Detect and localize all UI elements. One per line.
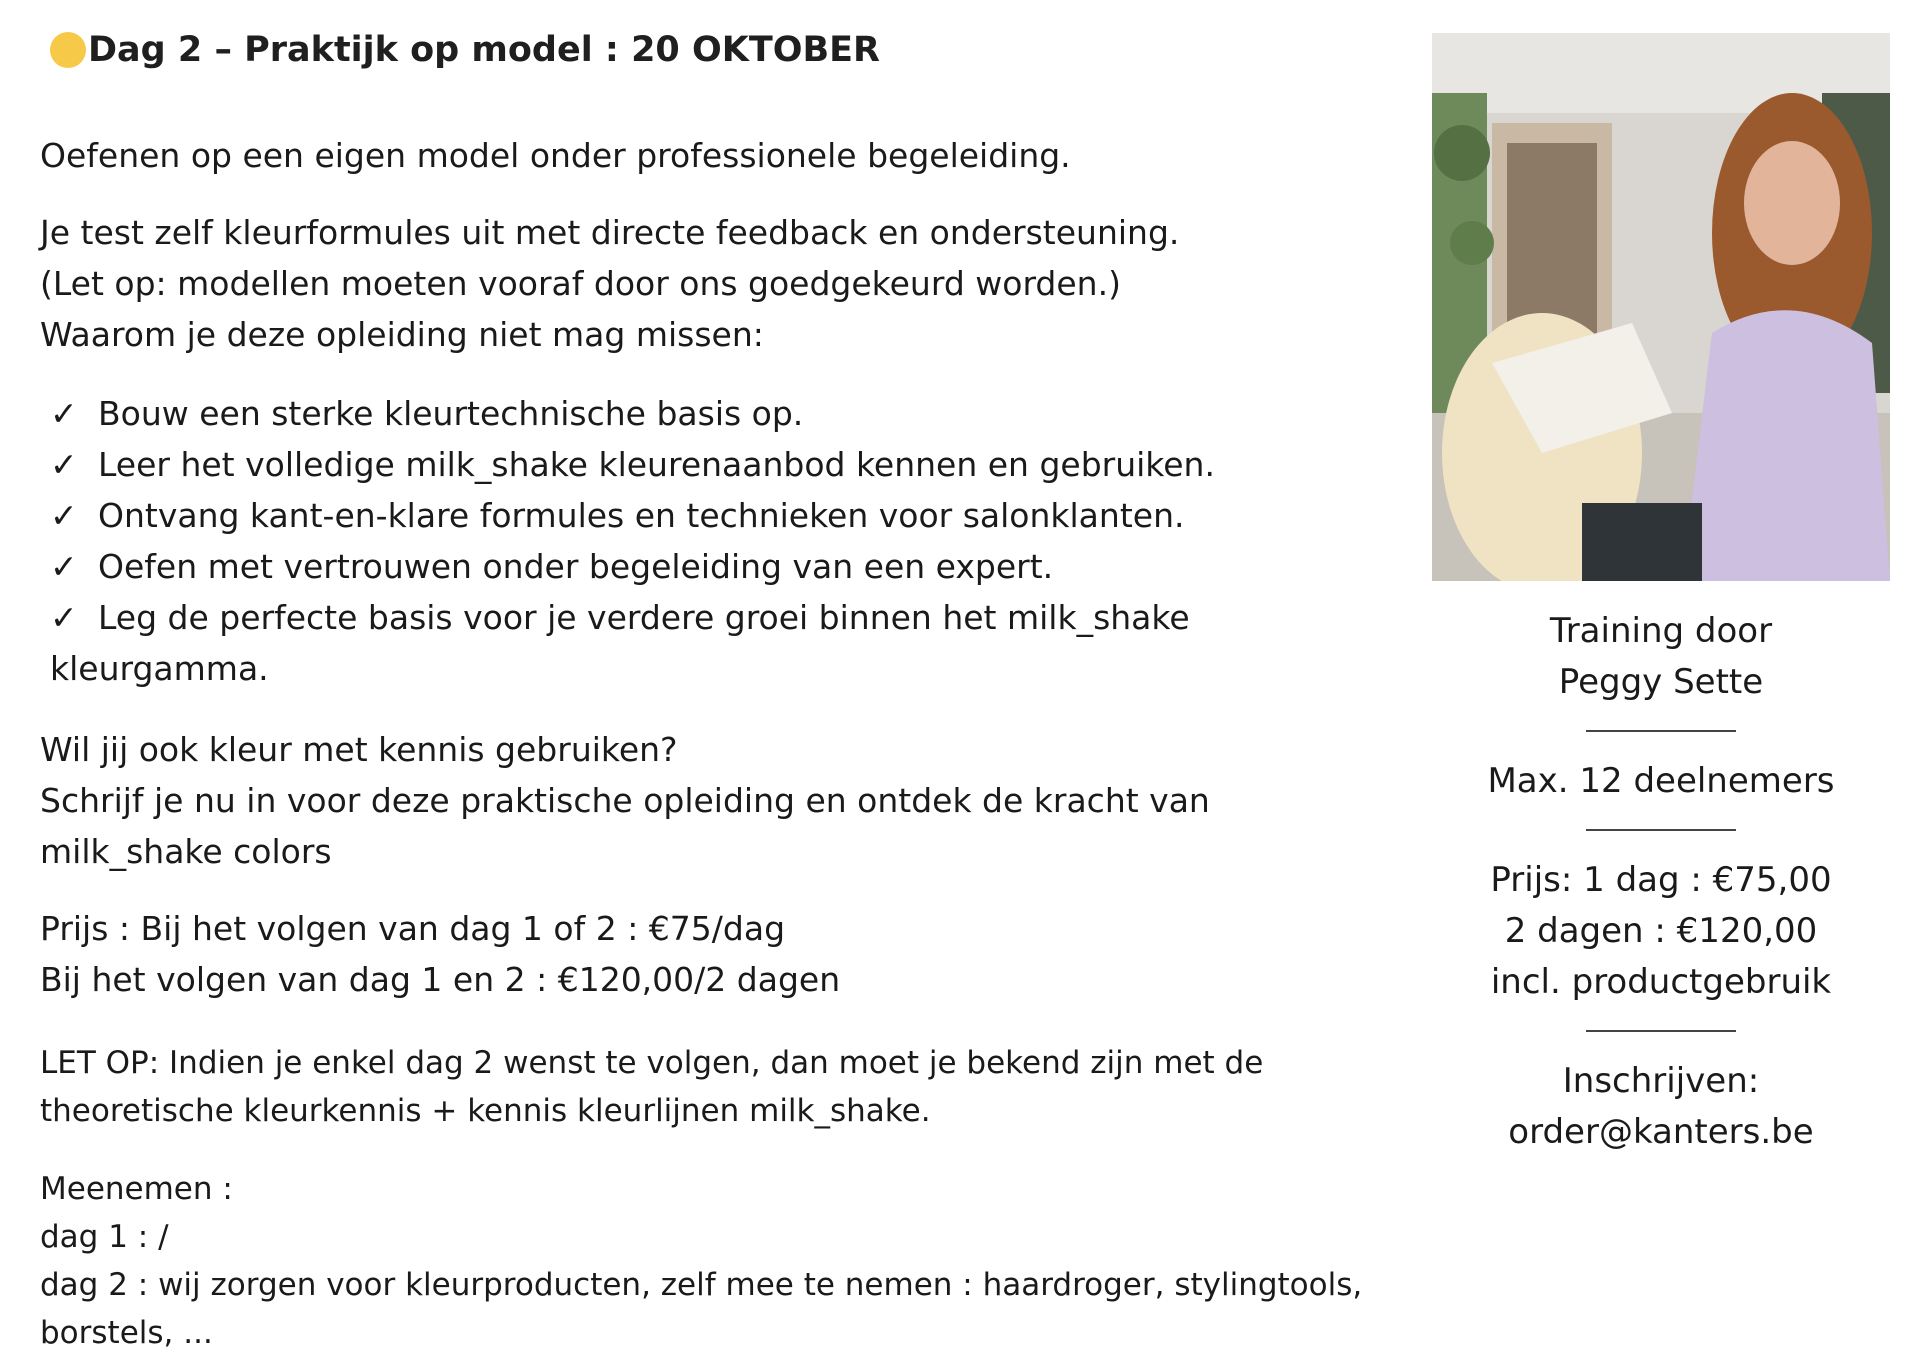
bring-title: Meenemen :	[40, 1171, 233, 1207]
bring-day-2: dag 2 : wij zorgen voor kleurproducten, zelf mee te nemen : haardroger, stylingtools, borstels, ...	[40, 1267, 1363, 1351]
pricing-block	[40, 903, 1400, 1005]
salon-photo-illustration	[1432, 33, 1890, 581]
bring-day-1: dag 1 : /	[40, 1219, 169, 1255]
list-item: ✓ Ontvang kant-en-klare formules en technieken voor salonklanten.	[40, 490, 1400, 541]
list-item: ✓ Leg de perfecte basis voor je verdere groei binnen het milk_shake kleurgamma.	[40, 592, 1400, 694]
signup-label: Inschrijven:	[1562, 1061, 1760, 1101]
notice-text: LET OP: Indien je enkel dag 2 wenst te volgen, dan moet je bekend zijn met de theoretische kleurkennis + kennis kleurlijnen milk_shake.	[40, 1045, 1264, 1129]
sidebar-price-1: Prijs: 1 dag : €75,00	[1490, 860, 1832, 900]
details-block	[40, 207, 1400, 360]
check-mark-icon: ✓	[50, 547, 78, 586]
benefits-list	[40, 388, 1400, 694]
yellow-circle-icon	[50, 32, 86, 68]
main-content	[40, 130, 1400, 1357]
divider	[1586, 730, 1736, 732]
intro-text: Oefenen op een eigen model onder professionele begeleiding.	[40, 136, 1071, 175]
list-item: ✓ Bouw een sterke kleurtechnische basis op.	[40, 388, 1400, 439]
cta-question: Wil jij ook kleur met kennis gebruiken?	[40, 730, 678, 769]
price-line-1: Prijs : Bij het volgen van dag 1 of 2 : €75/dag	[40, 909, 786, 948]
detail-line-2: (Let op: modellen moeten vooraf door ons goedgekeurd worden.)	[40, 264, 1121, 303]
list-item: ✓ Leer het volledige milk_shake kleurenaanbod kennen en gebruiken.	[40, 439, 1400, 490]
trainer-name: Peggy Sette	[1558, 662, 1764, 702]
call-to-action	[40, 724, 1400, 877]
trainer-label: Training door	[1549, 611, 1773, 651]
trainer-photo	[1432, 33, 1890, 581]
sidebar-price-2: 2 dagen : €120,00	[1504, 911, 1818, 951]
divider	[1586, 1030, 1736, 1032]
check-mark-icon: ✓	[50, 496, 78, 535]
sidebar-info	[1432, 606, 1890, 1158]
check-mark-icon: ✓	[50, 598, 78, 637]
cta-text: Schrijf je nu in voor deze praktische opleiding en ontdek de kracht van milk_shake colors	[40, 781, 1210, 871]
detail-line-3: Waarom je deze opleiding niet mag missen:	[40, 315, 764, 354]
sidebar-price-3: incl. productgebruik	[1490, 962, 1832, 1002]
list-item: ✓ Oefen met vertrouwen onder begeleiding van een expert.	[40, 541, 1400, 592]
signup-email: order@kanters.be	[1508, 1112, 1814, 1152]
section-heading	[50, 30, 880, 70]
divider	[1586, 829, 1736, 831]
max-participants: Max. 12 deelnemers	[1487, 761, 1835, 801]
check-mark-icon: ✓	[50, 445, 78, 484]
bring-list	[40, 1165, 1400, 1357]
detail-line-1: Je test zelf kleurformules uit met directe feedback en ondersteuning.	[40, 213, 1180, 252]
check-mark-icon: ✓	[50, 394, 78, 433]
price-line-2: Bij het volgen van dag 1 en 2 : €120,00/2 dagen	[40, 960, 841, 999]
heading-text: Dag 2 – Praktijk op model : 20 OKTOBER	[88, 30, 881, 70]
